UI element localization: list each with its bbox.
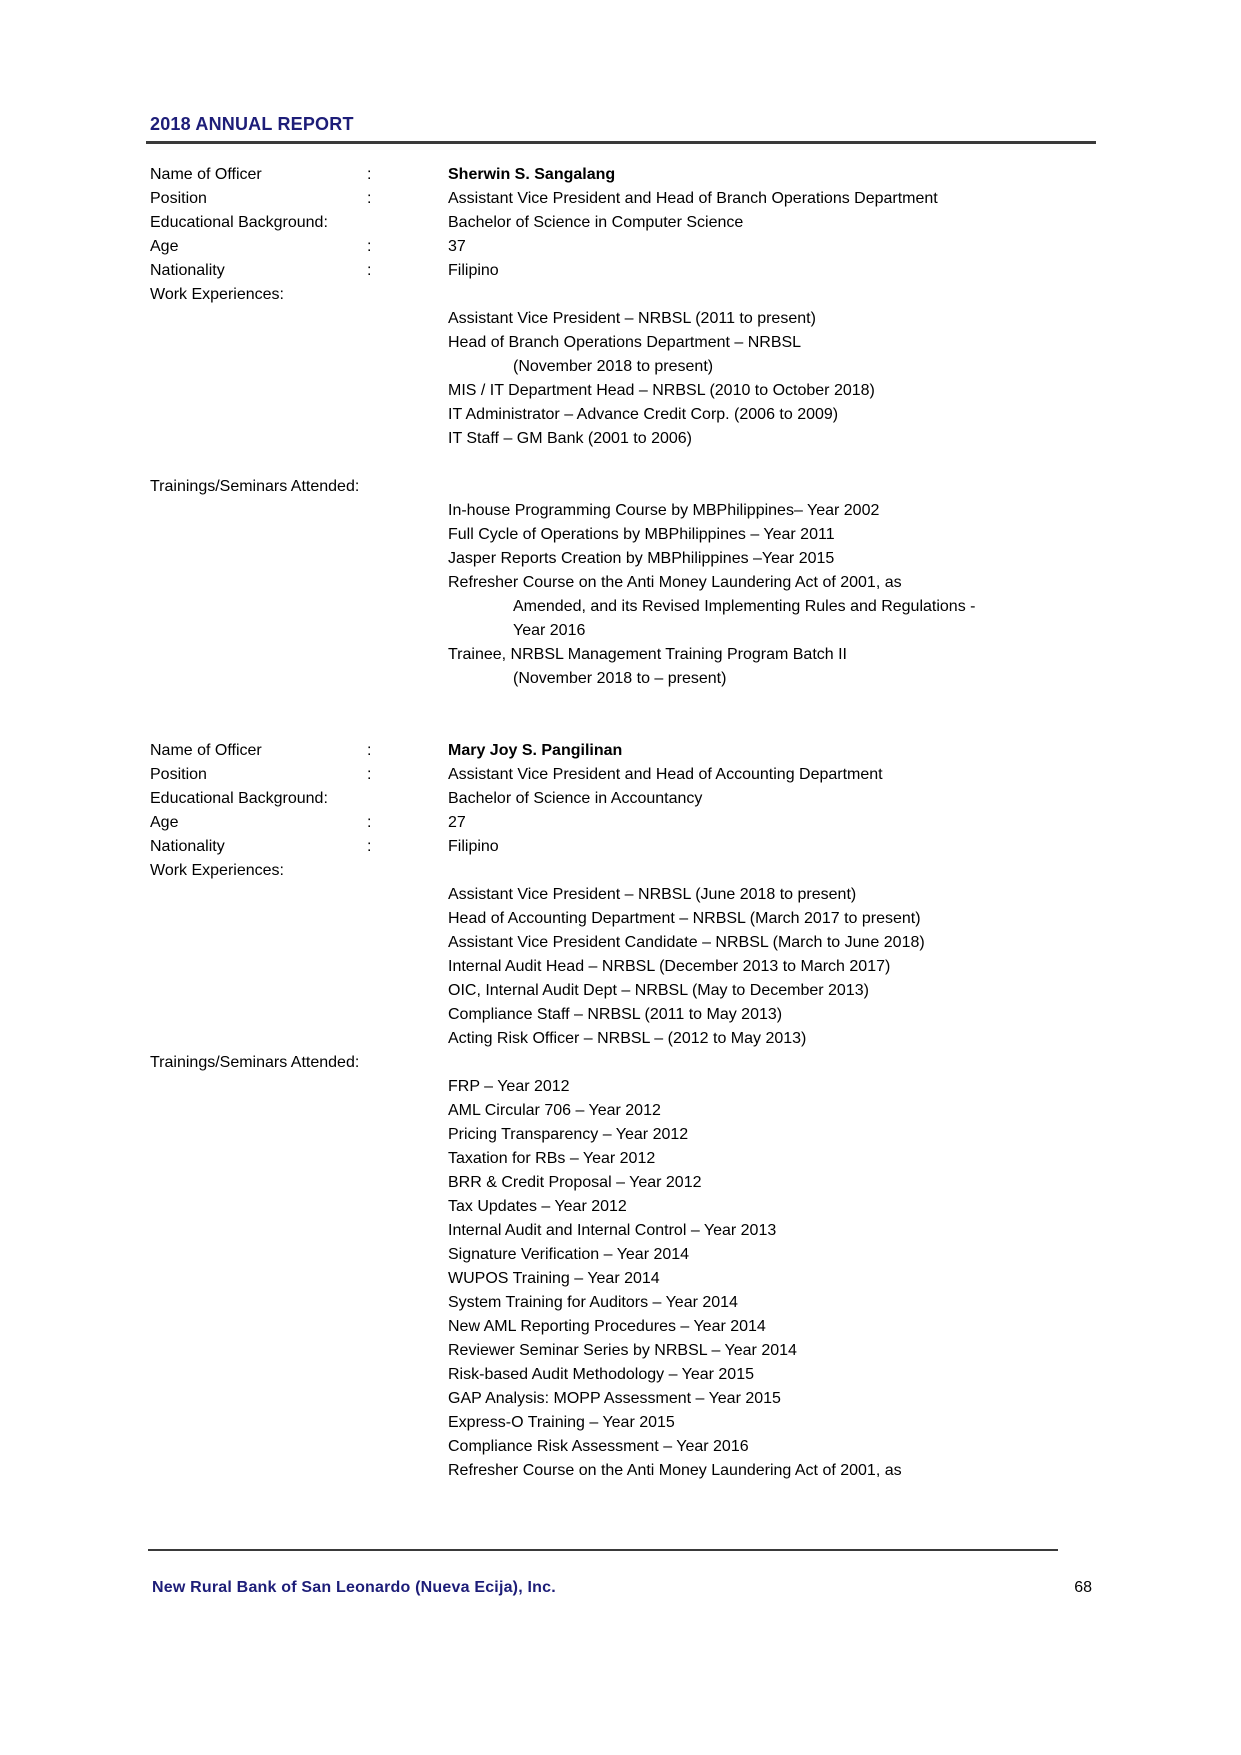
training-line: Jasper Reports Creation by MBPhilippines –Year 2015: [448, 550, 835, 567]
field-row: [150, 739, 1095, 763]
field-row: [150, 235, 1095, 259]
training-line: Full Cycle of Operations by MBPhilippines – Year 2011: [448, 526, 835, 543]
field-colon: :: [367, 190, 372, 207]
training-line: AML Circular 706 – Year 2012: [448, 1102, 661, 1119]
work-experience-line: Head of Branch Operations Department – NRBSL: [448, 334, 802, 351]
footer-rule: [148, 1549, 1058, 1551]
field-row: [150, 187, 1095, 211]
field-label: Educational Background:: [150, 214, 328, 231]
field-label: Position: [150, 766, 207, 783]
field-colon: :: [367, 262, 372, 279]
training-line: Risk-based Audit Methodology – Year 2015: [448, 1366, 754, 1383]
field-row: [150, 763, 1095, 787]
training-line: Express-O Training – Year 2015: [448, 1414, 675, 1431]
training-line: FRP – Year 2012: [448, 1078, 570, 1095]
trainings-label: Trainings/Seminars Attended:: [150, 478, 360, 495]
officer-profile-1: [150, 163, 1095, 691]
work-experience-line: Compliance Staff – NRBSL (2011 to May 2013): [448, 1006, 783, 1023]
field-label: Work Experiences:: [150, 286, 284, 303]
field-label: Work Experiences:: [150, 862, 284, 879]
work-experience-line: Acting Risk Officer – NRBSL – (2012 to May 2013): [448, 1030, 807, 1047]
field-label: Age: [150, 238, 179, 255]
training-line: Tax Updates – Year 2012: [448, 1198, 627, 1215]
field-label: Name of Officer: [150, 742, 262, 759]
page-footer: [148, 1549, 1092, 1600]
officer-profiles: [150, 163, 1095, 1483]
training-line: Taxation for RBs – Year 2012: [448, 1150, 656, 1167]
training-line: System Training for Auditors – Year 2014: [448, 1294, 738, 1311]
training-line: Trainee, NRBSL Management Training Program Batch II: [448, 646, 847, 663]
training-line: Reviewer Seminar Series by NRBSL – Year 2014: [448, 1342, 797, 1359]
field-label: Age: [150, 814, 179, 831]
field-colon: :: [367, 238, 372, 255]
field-value: Sherwin S. Sangalang: [448, 166, 616, 183]
work-experience-line: IT Administrator – Advance Credit Corp. (2006 to 2009): [448, 406, 839, 423]
training-line: Refresher Course on the Anti Money Laundering Act of 2001, as: [448, 574, 902, 591]
field-value: Filipino: [448, 838, 499, 855]
training-line: Year 2016: [513, 622, 586, 639]
field-row: [150, 859, 1095, 883]
field-colon: :: [367, 166, 372, 183]
training-line: New AML Reporting Procedures – Year 2014: [448, 1318, 766, 1335]
work-experience-line: Head of Accounting Department – NRBSL (March 2017 to present): [448, 910, 921, 927]
field-label: Nationality: [150, 262, 225, 279]
work-experience-line: IT Staff – GM Bank (2001 to 2006): [448, 430, 692, 447]
field-value: 27: [448, 814, 466, 831]
training-line: Signature Verification – Year 2014: [448, 1246, 690, 1263]
training-line: Refresher Course on the Anti Money Laundering Act of 2001, as: [448, 1462, 902, 1479]
field-row: [150, 163, 1095, 187]
work-experience-line: OIC, Internal Audit Dept – NRBSL (May to December 2013): [448, 982, 869, 999]
training-line: (November 2018 to – present): [513, 670, 727, 687]
field-label: Educational Background:: [150, 790, 328, 807]
page-title: 2018 ANNUAL REPORT: [150, 114, 354, 134]
field-row: [150, 283, 1095, 307]
field-value: Filipino: [448, 262, 499, 279]
field-row: [150, 259, 1095, 283]
field-value: Assistant Vice President and Head of Accounting Department: [448, 766, 883, 783]
field-row: [150, 211, 1095, 235]
field-value: 37: [448, 238, 466, 255]
training-line: Amended, and its Revised Implementing Rules and Regulations -: [513, 598, 976, 615]
field-label: Position: [150, 190, 207, 207]
training-line: Internal Audit and Internal Control – Year 2013: [448, 1222, 777, 1239]
work-experience-line: Assistant Vice President – NRBSL (2011 to present): [448, 310, 816, 327]
page-number: 68: [1074, 1579, 1092, 1596]
work-experience-line: (November 2018 to present): [513, 358, 714, 375]
work-experience-line: Internal Audit Head – NRBSL (December 2013 to March 2017): [448, 958, 891, 975]
footer-bank-name: New Rural Bank of San Leonardo (Nueva Ecija), Inc.: [152, 1579, 556, 1596]
footer-row: [148, 1576, 1092, 1600]
training-line: BRR & Credit Proposal – Year 2012: [448, 1174, 702, 1191]
field-row: [150, 811, 1095, 835]
training-line: In-house Programming Course by MBPhilippines– Year 2002: [448, 502, 880, 519]
field-row: [150, 787, 1095, 811]
work-experience-line: Assistant Vice President Candidate – NRBSL (March to June 2018): [448, 934, 925, 951]
training-line: WUPOS Training – Year 2014: [448, 1270, 660, 1287]
document-page: [150, 112, 1095, 1483]
field-colon: :: [367, 742, 372, 759]
field-colon: :: [367, 838, 372, 855]
field-value: Bachelor of Science in Computer Science: [448, 214, 744, 231]
header-rule: [146, 141, 1096, 144]
training-line: GAP Analysis: MOPP Assessment – Year 2015: [448, 1390, 781, 1407]
field-value: Assistant Vice President and Head of Branch Operations Department: [448, 190, 938, 207]
officer-profile-2: [150, 739, 1095, 1483]
field-value: Bachelor of Science in Accountancy: [448, 790, 703, 807]
field-label: Name of Officer: [150, 166, 262, 183]
trainings-label: Trainings/Seminars Attended:: [150, 1054, 360, 1071]
field-colon: :: [367, 766, 372, 783]
field-value: Mary Joy S. Pangilinan: [448, 742, 623, 759]
work-experience-line: MIS / IT Department Head – NRBSL (2010 to October 2018): [448, 382, 875, 399]
work-experience-line: Assistant Vice President – NRBSL (June 2018 to present): [448, 886, 857, 903]
field-label: Nationality: [150, 838, 225, 855]
training-line: Compliance Risk Assessment – Year 2016: [448, 1438, 749, 1455]
field-colon: :: [367, 814, 372, 831]
field-row: [150, 835, 1095, 859]
training-line: Pricing Transparency – Year 2012: [448, 1126, 689, 1143]
